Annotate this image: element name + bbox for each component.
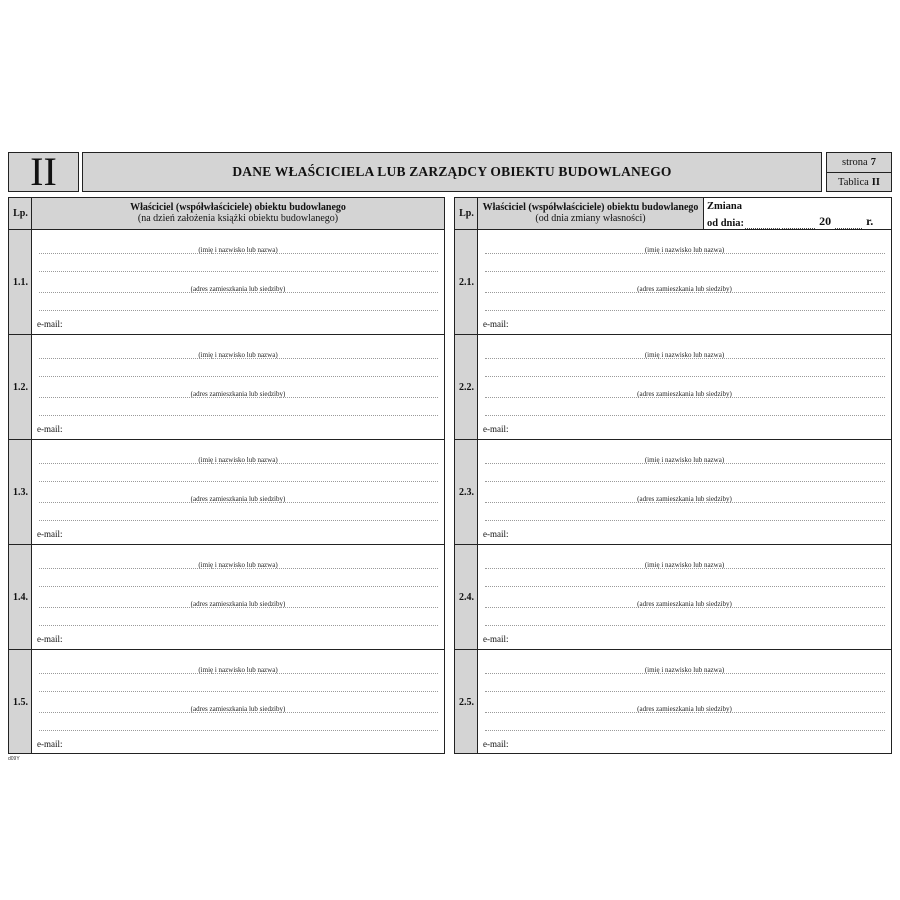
- email-label: e-mail:: [483, 739, 509, 749]
- row-number: 2.3.: [459, 486, 474, 498]
- email-label: e-mail:: [483, 424, 509, 434]
- email-label: e-mail:: [37, 424, 63, 434]
- owner-row: [455, 440, 891, 545]
- owner-row: [9, 650, 444, 754]
- change-label: Zmiana: [707, 201, 743, 212]
- table-header: [9, 198, 444, 230]
- row-number: 1.2.: [13, 381, 28, 393]
- year-field[interactable]: [835, 219, 862, 229]
- owner-row: [455, 230, 891, 335]
- address-caption: (adres zamieszkania lub siedziby): [190, 390, 286, 398]
- email-label: e-mail:: [37, 634, 63, 644]
- section-number: II: [8, 152, 79, 192]
- name-caption: (imię i nazwisko lub nazwa): [644, 666, 725, 674]
- name-caption: (imię i nazwisko lub nazwa): [198, 351, 278, 359]
- address-caption: (adres zamieszkania lub siedziby): [637, 285, 732, 293]
- row-number: 2.4.: [459, 591, 474, 603]
- address-line-2[interactable]: [39, 520, 438, 521]
- row-number: 2.5.: [459, 696, 474, 708]
- email-label: e-mail:: [37, 739, 63, 749]
- owner-header-subtitle: (od dnia zmiany własności): [535, 213, 646, 224]
- name-line-2[interactable]: [485, 376, 885, 377]
- owners-table-initial: [8, 197, 445, 754]
- owner-rows: [455, 230, 891, 754]
- year-suffix: r.: [866, 214, 874, 228]
- name-caption: (imię i nazwisko lub nazwa): [644, 561, 725, 569]
- address-caption: (adres zamieszkania lub siedziby): [190, 600, 286, 608]
- address-line-2[interactable]: [39, 415, 438, 416]
- owner-header: [478, 198, 704, 229]
- change-date-label: od dnia:: [707, 218, 745, 229]
- email-label: e-mail:: [483, 319, 509, 329]
- owners-table-after-change: [454, 197, 892, 754]
- page-number-row: [827, 153, 891, 173]
- row-number: 1.4.: [13, 591, 28, 603]
- change-date-line: [707, 214, 891, 229]
- page-info-box: [826, 152, 892, 192]
- owner-row: [9, 545, 444, 650]
- name-line-2[interactable]: [39, 691, 438, 692]
- lp-header: Lp.: [459, 208, 474, 219]
- name-caption: (imię i nazwisko lub nazwa): [644, 456, 725, 464]
- address-line-2[interactable]: [485, 625, 885, 626]
- address-line-2[interactable]: [39, 730, 438, 731]
- row-number: 1.5.: [13, 696, 28, 708]
- owner-header-subtitle: (na dzień założenia książki obiektu budowlanego): [137, 213, 339, 224]
- address-line-2[interactable]: [485, 310, 885, 311]
- table-number: II: [871, 177, 880, 188]
- email-label: e-mail:: [37, 319, 63, 329]
- name-line-2[interactable]: [39, 376, 438, 377]
- name-line-2[interactable]: [485, 481, 885, 482]
- owner-row: [9, 440, 444, 545]
- row-number: 1.3.: [13, 486, 28, 498]
- day-field[interactable]: [745, 219, 780, 229]
- address-line-2[interactable]: [39, 625, 438, 626]
- email-label: e-mail:: [483, 634, 509, 644]
- owner-rows: [9, 230, 444, 754]
- table-header: [455, 198, 891, 230]
- change-date-block: [705, 198, 891, 229]
- owner-row: [455, 650, 891, 754]
- name-line-2[interactable]: [485, 271, 885, 272]
- address-caption: (adres zamieszkania lub siedziby): [637, 390, 732, 398]
- page-number: 7: [870, 157, 876, 168]
- address-line-2[interactable]: [485, 730, 885, 731]
- name-line-2[interactable]: [39, 481, 438, 482]
- lp-header: Lp.: [13, 208, 28, 219]
- name-line-2[interactable]: [485, 691, 885, 692]
- address-line-2[interactable]: [485, 415, 885, 416]
- row-number: 2.2.: [459, 381, 474, 393]
- name-caption: (imię i nazwisko lub nazwa): [198, 666, 278, 674]
- name-line-2[interactable]: [39, 271, 438, 272]
- row-number: 1.1.: [13, 276, 28, 288]
- page-label: strona: [842, 157, 868, 168]
- address-line-2[interactable]: [485, 520, 885, 521]
- name-line-2[interactable]: [485, 586, 885, 587]
- name-caption: (imię i nazwisko lub nazwa): [644, 246, 725, 254]
- year-prefix: 20: [819, 214, 832, 228]
- address-caption: (adres zamieszkania lub siedziby): [190, 285, 286, 293]
- table-label: Tablica: [838, 177, 869, 188]
- email-label: e-mail:: [37, 529, 63, 539]
- address-caption: (adres zamieszkania lub siedziby): [637, 600, 732, 608]
- address-caption: (adres zamieszkania lub siedziby): [190, 495, 286, 503]
- email-label: e-mail:: [483, 529, 509, 539]
- owner-row: [455, 335, 891, 440]
- owner-row: [9, 230, 444, 335]
- page-title: DANE WŁAŚCICIELA LUB ZARZĄDCY OBIEKTU BUDOWLANEGO: [82, 152, 822, 192]
- name-caption: (imię i nazwisko lub nazwa): [198, 246, 278, 254]
- address-caption: (adres zamieszkania lub siedziby): [637, 495, 732, 503]
- name-caption: (imię i nazwisko lub nazwa): [198, 456, 278, 464]
- table-number-row: [827, 173, 891, 192]
- owner-row: [9, 335, 444, 440]
- owner-header-title: Właściciel (współwłaściciele) obiektu budowlanego: [130, 202, 346, 213]
- owner-header-title: Właściciel (współwłaściciele) obiektu budowlanego: [482, 202, 699, 213]
- form-code: d09Y: [8, 756, 20, 762]
- row-number: 2.1.: [459, 276, 474, 288]
- month-field[interactable]: [782, 219, 815, 229]
- owner-header: [32, 198, 444, 229]
- address-caption: (adres zamieszkania lub siedziby): [637, 705, 732, 713]
- address-caption: (adres zamieszkania lub siedziby): [190, 705, 286, 713]
- owner-row: [455, 545, 891, 650]
- name-caption: (imię i nazwisko lub nazwa): [644, 351, 725, 359]
- name-caption: (imię i nazwisko lub nazwa): [198, 561, 278, 569]
- address-line-2[interactable]: [39, 310, 438, 311]
- name-line-2[interactable]: [39, 586, 438, 587]
